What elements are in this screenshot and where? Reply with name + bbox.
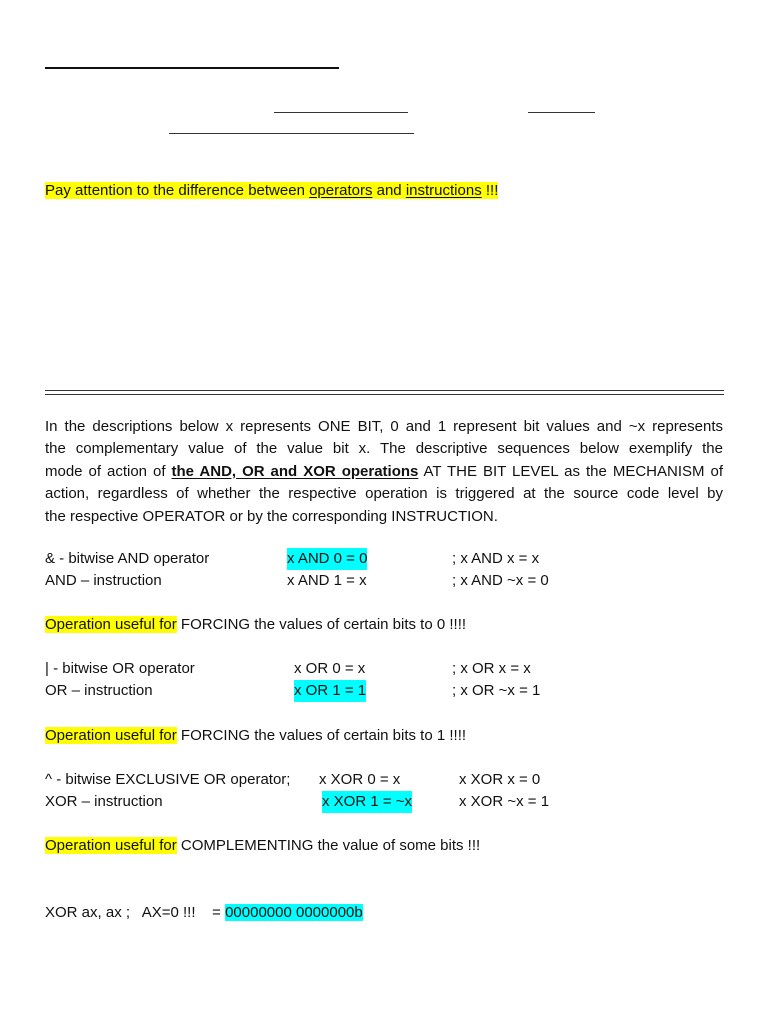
blank-line-2 <box>528 112 595 113</box>
blank-line-3 <box>169 133 414 134</box>
or-note-complement: ; x OR ~x = 1 <box>452 682 541 699</box>
attention-note <box>45 180 498 202</box>
separator-top <box>45 390 724 391</box>
intro-paragraph <box>45 416 723 528</box>
or-expr-one: x OR 1 = 1 <box>294 680 366 702</box>
attention-suffix: !!! <box>481 182 499 199</box>
xor-ax-example <box>45 902 363 924</box>
intro-line-3-pre: mode of action of <box>45 462 172 480</box>
xor-expr-one: x XOR 1 = ~x <box>322 791 412 813</box>
or-useful-text: FORCING the values of certain bits to 1 !!!! <box>176 727 467 744</box>
or-operator-label: | - bitwise OR operator <box>45 660 195 677</box>
intro-line-1: In the descriptions below x represents ONE BIT, 0 and 1 represent bit values and ~x represents <box>45 418 723 435</box>
intro-bold-operations: the AND, OR and XOR operations <box>171 462 419 480</box>
xor-useful-note <box>45 835 480 857</box>
or-useful-label: Operation useful for <box>45 727 177 744</box>
and-note-self: ; x AND x = x <box>452 550 540 567</box>
or-expr-zero: x OR 0 = x <box>294 660 366 677</box>
intro-line-2: the complementary value of the value bit x. The descriptive sequences below exemplify the <box>45 440 723 458</box>
and-useful-note <box>45 614 466 636</box>
or-note-self: ; x OR x = x <box>452 660 531 677</box>
xor-instruction-label: XOR – instruction <box>45 793 163 810</box>
intro-line-4: action, regardless of whether the respective operation is triggered at the source code level by <box>45 485 723 503</box>
and-instruction-label: AND – instruction <box>45 572 162 589</box>
attention-instructions: instructions <box>405 182 482 199</box>
intro-line-5: the respective OPERATOR or by the corresponding INSTRUCTION. <box>45 507 498 525</box>
and-useful-text: FORCING the values of certain bits to 0 !!!! <box>176 616 467 633</box>
xor-note-complement: x XOR ~x = 1 <box>459 793 550 810</box>
attention-operators: operators <box>309 182 373 199</box>
and-expr-one: x AND 1 = x <box>287 572 367 589</box>
intro-line-3 <box>45 461 723 483</box>
separator-bottom <box>45 394 724 395</box>
and-note-complement: ; x AND ~x = 0 <box>452 572 549 589</box>
attention-highlight <box>45 182 498 199</box>
or-useful-note <box>45 725 466 747</box>
intro-line-3-post: AT THE BIT LEVEL as the MECHANISM of <box>418 462 723 480</box>
xor-ax-prefix: XOR ax, ax ; AX=0 !!! = <box>45 904 226 921</box>
and-expr-zero: x AND 0 = 0 <box>287 548 367 570</box>
or-instruction-label: OR – instruction <box>45 682 153 699</box>
attention-prefix: Pay attention to the difference between <box>45 182 310 199</box>
xor-useful-label: Operation useful for <box>45 837 177 854</box>
and-useful-label: Operation useful for <box>45 616 177 633</box>
xor-useful-text: COMPLEMENTING the value of some bits !!! <box>176 837 481 854</box>
title-underline <box>45 67 339 69</box>
xor-ax-value: 00000000 0000000b <box>225 904 363 921</box>
and-operator-label: & - bitwise AND operator <box>45 550 210 567</box>
xor-expr-zero: x XOR 0 = x <box>319 771 401 788</box>
xor-operator-label: ^ - bitwise EXCLUSIVE OR operator; <box>45 771 291 788</box>
blank-line-1 <box>274 112 408 113</box>
attention-middle: and <box>372 182 406 199</box>
xor-note-self: x XOR x = 0 <box>459 771 541 788</box>
